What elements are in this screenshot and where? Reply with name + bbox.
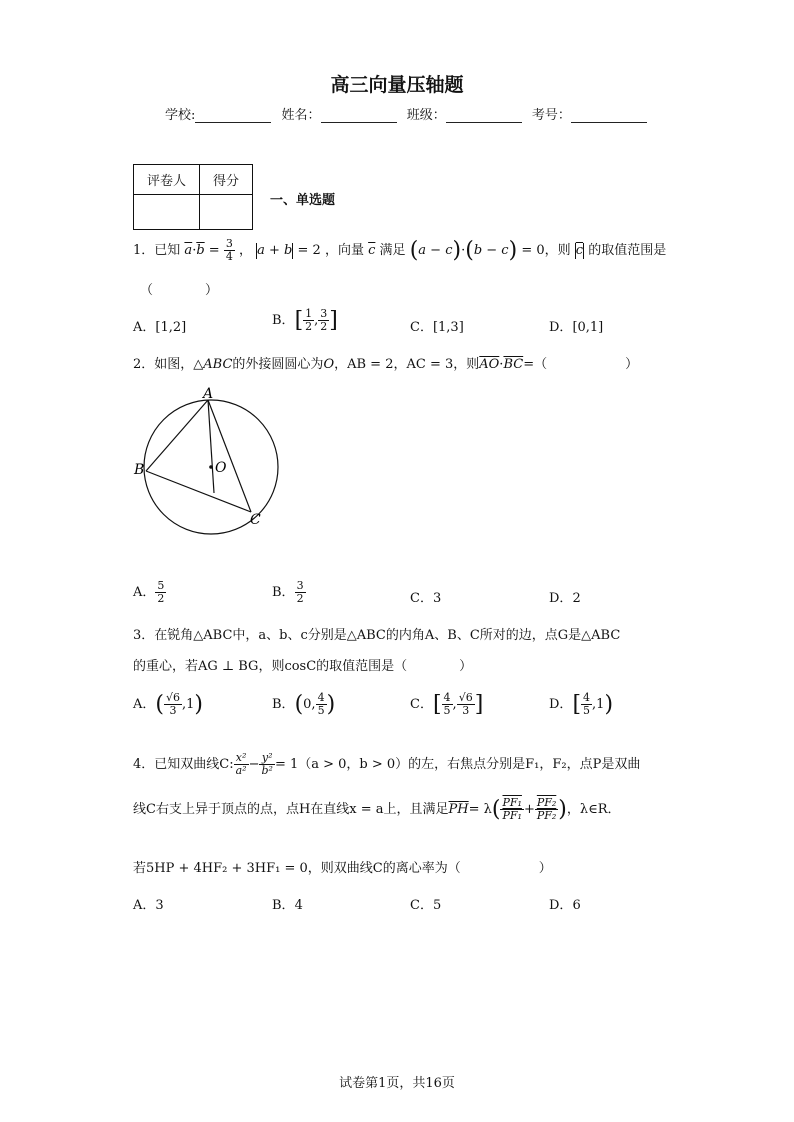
- option-label: C．: [410, 898, 433, 913]
- q4-frac-y: [259, 752, 274, 777]
- q3-option-d[interactable]: [549, 692, 613, 717]
- name-blank[interactable]: [321, 108, 397, 123]
- option-text: 6: [572, 898, 581, 913]
- option-label: B．: [272, 898, 295, 913]
- frac-num: PF₁: [502, 796, 522, 809]
- option-frac: [155, 580, 166, 605]
- frac-num: 5: [157, 579, 165, 592]
- paren-left: (: [491, 797, 501, 822]
- option-tail: ,1: [592, 697, 605, 712]
- school-label: 学校:: [165, 108, 196, 123]
- option-label: B．: [272, 697, 295, 712]
- q1-then: ，则: [544, 243, 571, 258]
- frac-den: 5: [317, 704, 325, 717]
- q1-range-word: 的取值范围是: [588, 243, 667, 258]
- paren-right: ): [452, 238, 462, 263]
- frac-den: 3: [169, 704, 177, 717]
- name-label: 姓名：: [281, 108, 321, 123]
- q2-option-d[interactable]: [549, 587, 581, 606]
- paren-right: ): [326, 692, 336, 717]
- label-c: C: [250, 512, 261, 528]
- bracket-right: ]: [474, 692, 484, 717]
- q1-vec-a: $\overline{a}$: [184, 243, 193, 258]
- option-label: D．: [549, 591, 573, 606]
- option-text: 3: [155, 898, 164, 913]
- q1-vec-b: $\overline{b}$: [196, 243, 205, 258]
- side-bc: [146, 471, 251, 512]
- option-label: C．: [410, 320, 433, 335]
- option-label: B．: [272, 585, 295, 600]
- page-title: 高三向量压轴题: [330, 74, 464, 96]
- q2-vec-ao: $\overline{AO}$: [479, 357, 500, 372]
- school-blank[interactable]: [195, 108, 271, 123]
- option-label: A．: [133, 320, 156, 335]
- number-blank[interactable]: [571, 108, 647, 123]
- q1-frac-den: 4: [225, 250, 233, 263]
- score-table: [133, 164, 253, 230]
- q4-plus: +: [523, 802, 535, 817]
- frac-den: 2: [320, 320, 328, 333]
- option-tail: ,1: [182, 697, 195, 712]
- q4-frac-pf1: [500, 797, 523, 822]
- q2-option-c[interactable]: [410, 587, 441, 606]
- option-label: C．: [410, 591, 433, 606]
- frac-den: a²: [235, 764, 247, 777]
- option-frac: [164, 692, 182, 717]
- frac-den: 5: [443, 704, 451, 717]
- paren-right: ): [194, 692, 203, 717]
- side-ab: [146, 400, 208, 471]
- paren-left: (: [409, 238, 419, 263]
- class-label: 班级：: [406, 108, 446, 123]
- q2-option-b[interactable]: [272, 580, 306, 605]
- option-label: C．: [410, 697, 433, 712]
- q1-inner2: b − c: [473, 243, 509, 258]
- q3-option-c[interactable]: C．[ $\frac{4}{5}$ , $\frac{√6}{3}$ ]: [410, 691, 484, 717]
- bracket-left: [: [572, 692, 582, 717]
- frac-num: x²: [234, 752, 249, 765]
- question-1: 1．已知 $\overline{a}\cdot\overline{b}$ = $\frac{3}{4}$ ， a + b = 2 ，向量 $\overline{c}$ 满足 (a − c)·(b − c) = 0，则 $\overline{c}$ 的取值范围是: [133, 237, 667, 263]
- circumcircle-figure: [130, 386, 280, 536]
- q2-mid: 的外接圆圆心为: [232, 357, 324, 372]
- q2-o: O: [323, 357, 335, 372]
- frac-den: PF₁: [502, 809, 522, 822]
- option-text: 3: [432, 591, 442, 606]
- frac-num: 4: [583, 691, 591, 704]
- option-frac-2: [318, 308, 329, 333]
- option-text: 2: [572, 591, 581, 606]
- q2-triangle: △ABC: [193, 357, 233, 372]
- q1-eq2: = 2: [297, 243, 321, 258]
- frac-num: y²: [259, 752, 274, 765]
- q1-abs-expr: a + b: [257, 243, 293, 258]
- q2-cond: ，AB = 2，AC = 3，则: [334, 357, 480, 372]
- q1-prefix: 1．已知: [133, 243, 181, 258]
- bracket-left: [: [294, 308, 304, 333]
- option-frac: [295, 580, 306, 605]
- option-label: D．: [549, 320, 573, 335]
- frac-num: √6: [458, 691, 473, 704]
- option-frac-1: [442, 692, 453, 717]
- frac-num: 3: [296, 579, 304, 592]
- q1-frac-num: 3: [225, 237, 233, 250]
- option-text: 5: [432, 898, 442, 913]
- frac-den: 5: [583, 704, 591, 717]
- option-text: [0,1]: [572, 320, 604, 335]
- center-point: [209, 465, 213, 469]
- paren-right: ): [604, 692, 614, 717]
- frac-num: 4: [317, 691, 325, 704]
- frac-den: PF₂: [536, 809, 557, 822]
- grader-header: 评卷人: [134, 165, 200, 195]
- paren-left-2: (: [465, 238, 474, 263]
- bracket-right: ]: [329, 308, 338, 333]
- option-text: [1,2]: [155, 320, 187, 335]
- frac-num: 3: [320, 307, 328, 320]
- option-frac-1: [303, 308, 314, 333]
- q2-vec-bc: $\overline{BC}$: [503, 357, 524, 372]
- q2-prefix: 2．如图，: [133, 357, 194, 372]
- q3-option-a[interactable]: [133, 692, 203, 717]
- q4-option-a[interactable]: [133, 894, 164, 913]
- q4-lambda: = λ: [468, 802, 492, 817]
- q1-option-c[interactable]: [410, 316, 464, 335]
- paren-left: (: [155, 692, 164, 717]
- student-info-line: [165, 104, 653, 123]
- question-4-line-1: [133, 752, 640, 777]
- q1-eq3: = 0: [521, 243, 545, 258]
- score-cell[interactable]: [200, 195, 253, 230]
- paren-right: ): [558, 797, 567, 822]
- q1-cond-word: 满足: [379, 243, 406, 258]
- q1-vec-c-abs: $\overline{c}$: [575, 243, 584, 258]
- option-label: A．: [133, 898, 156, 913]
- bracket-left: [: [432, 692, 442, 717]
- question-3-line-1: 3．在锐角△ABC中，a、b、c分别是△ABC的内角A、B、C所对的边，点G是△ABC: [133, 628, 621, 643]
- option-label: B．: [272, 313, 295, 328]
- option-frac: [581, 692, 592, 717]
- class-blank[interactable]: [446, 108, 522, 123]
- q4-vec-ph: $\overline{PH}$: [448, 802, 469, 817]
- label-a: A: [203, 386, 214, 402]
- option-label: D．: [549, 697, 573, 712]
- score-header: 得分: [200, 165, 253, 195]
- option-label: D．: [549, 898, 573, 913]
- q1-inner1: a − c: [418, 243, 453, 258]
- q2-dot: ·: [499, 357, 504, 372]
- frac-num: √6: [165, 691, 180, 704]
- option-text: 4: [294, 898, 303, 913]
- q2-option-a[interactable]: [133, 580, 166, 605]
- label-o: O: [215, 460, 227, 476]
- q1-answer-paren: （ ）: [140, 283, 219, 298]
- question-4-line-2: [133, 797, 621, 822]
- option-label: A．: [133, 697, 156, 712]
- q2-end: =（ ）: [523, 357, 639, 372]
- question-3-line-2: 的重心，若AG ⊥ BG，则cosC的取值范围是（ ）: [133, 659, 473, 674]
- q4-minus: −: [248, 757, 260, 772]
- section-heading: 一、单选题: [270, 193, 336, 208]
- question-4-line-3: 若5HP + 4HF₂ + 3HF₁ = 0，则双曲线C的离心率为（ ）: [133, 861, 552, 876]
- question-2: [133, 353, 638, 372]
- page-footer: 试卷第1页，共16页: [339, 1076, 455, 1091]
- q4-intro: 4．已知双曲线C:: [133, 757, 234, 772]
- q4-frac-x: [234, 752, 249, 777]
- option-frac-2: [457, 692, 475, 717]
- paren-left: (: [294, 692, 304, 717]
- q4-frac-pf2: [535, 797, 558, 822]
- label-b: B: [134, 462, 145, 478]
- q4-line1-rest: = 1（a > 0，b > 0）的左，右焦点分别是F₁，F₂，点P是双曲: [274, 757, 641, 772]
- q4-option-c[interactable]: [410, 894, 441, 913]
- q4-line2-rest: ，λ∈R．: [566, 802, 621, 817]
- frac-den: 2: [157, 592, 165, 605]
- option-pre: 0,: [303, 697, 316, 712]
- q1-vec-c: $\overline{c}$: [368, 243, 376, 258]
- option-label: A．: [133, 585, 156, 600]
- q1-option-a[interactable]: [133, 316, 186, 335]
- q1-fraction: [224, 238, 235, 263]
- number-label: 考号：: [531, 108, 571, 123]
- frac-num: 4: [443, 691, 451, 704]
- option-frac: [316, 692, 327, 717]
- grader-cell[interactable]: [134, 195, 200, 230]
- frac-den: 3: [462, 704, 470, 717]
- paren-right-2: ): [508, 238, 518, 263]
- abs-bar-c-right: [583, 243, 584, 259]
- q1-comma: ，: [238, 243, 252, 258]
- frac-num: 1: [305, 307, 313, 320]
- abs-bar-right: [292, 243, 293, 259]
- q1-vector-word: ，向量: [324, 243, 364, 258]
- q4-option-d[interactable]: [549, 894, 581, 913]
- q3-option-b[interactable]: [272, 692, 335, 717]
- frac-den: b²: [261, 764, 273, 777]
- q4-option-b[interactable]: [272, 894, 303, 913]
- frac-num: PF₂: [536, 796, 557, 809]
- q1-equals: =: [208, 243, 220, 258]
- q1-option-d[interactable]: [549, 316, 603, 335]
- q1-option-b[interactable]: B．[ $\frac{1}{2}$ , $\frac{3}{2}$ ]: [272, 307, 338, 333]
- frac-den: 2: [296, 592, 304, 605]
- frac-den: 2: [305, 320, 313, 333]
- q4-line2-start: 线C右支上异于顶点的点，点H在直线x = a上，且满足: [133, 802, 449, 817]
- option-text: [1,3]: [432, 320, 464, 335]
- side-ac: [208, 400, 251, 512]
